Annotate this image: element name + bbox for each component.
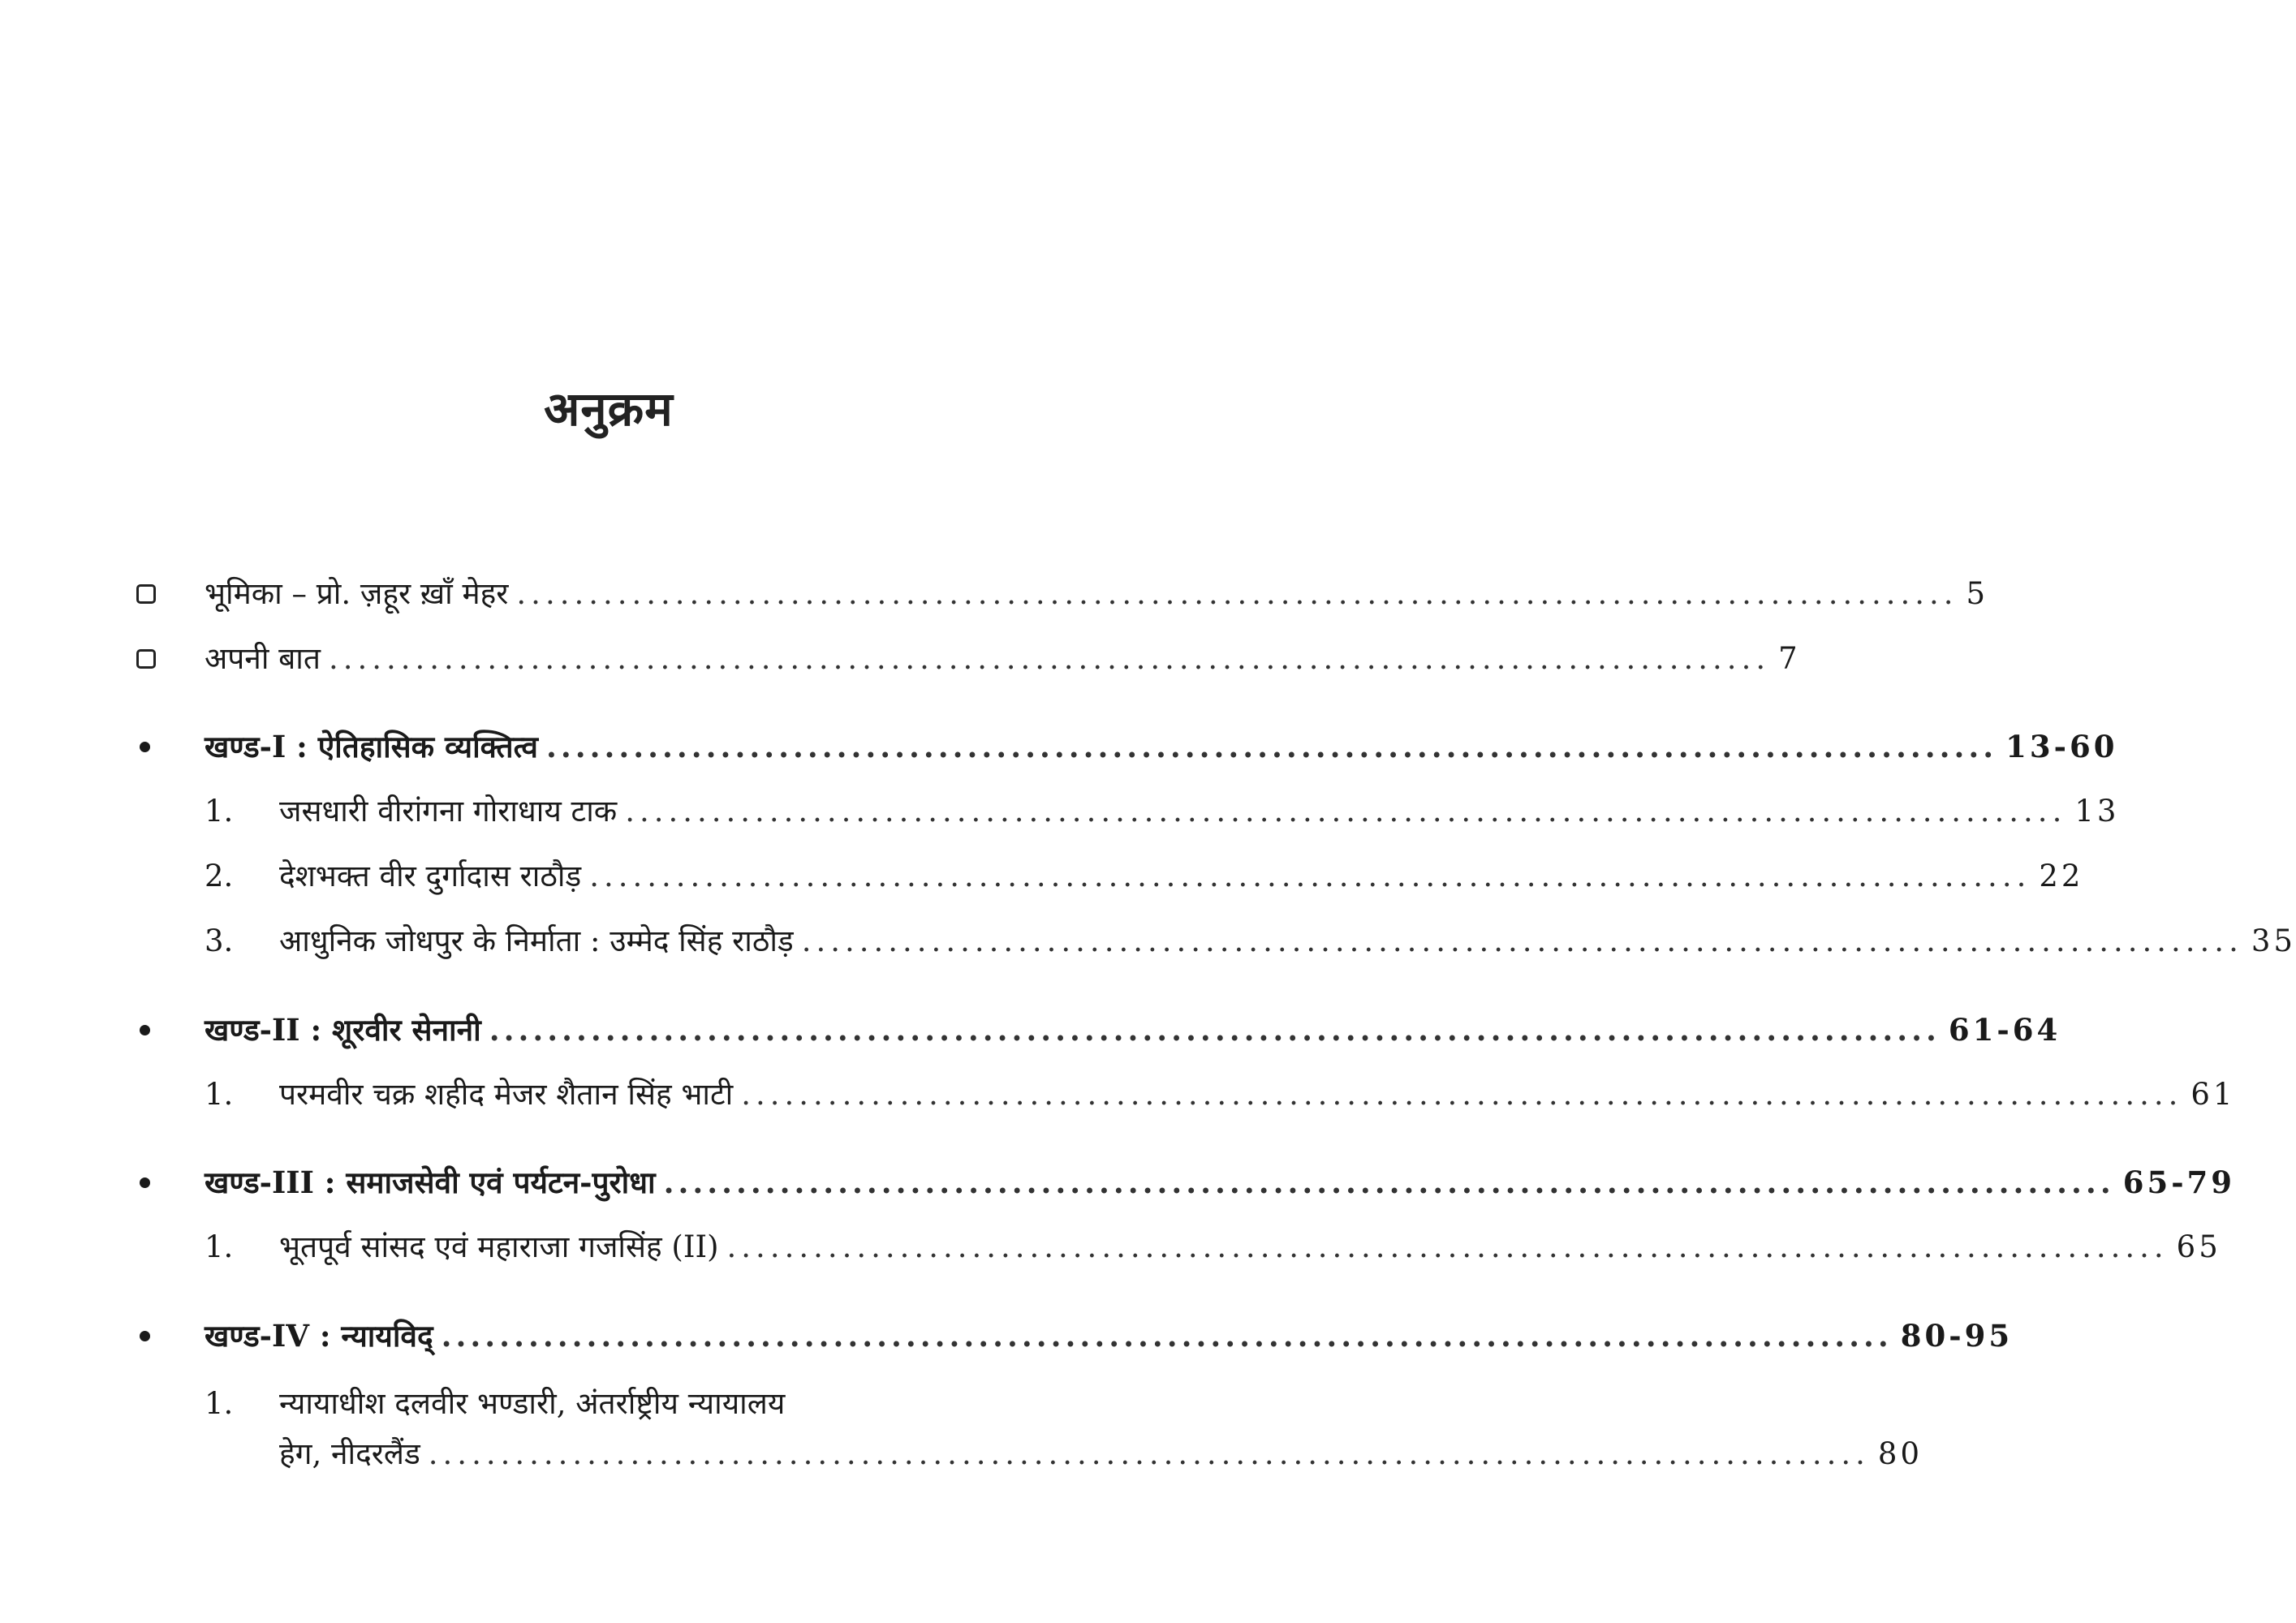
item-number: 1. (205, 1077, 234, 1112)
dot-leader: .................................................................................................... (625, 794, 2067, 829)
dot-leader: .................................................................................................... (489, 1012, 1941, 1048)
entry-page: 5 (1966, 576, 1989, 611)
entry-label: भूमिका – प्रो. ज़हूर ख़ाँ मेहर (205, 576, 509, 611)
section-label: खण्ड-I : ऐतिहासिक व्यक्तित्व (205, 729, 538, 764)
toc-item[interactable] (205, 1225, 2221, 1269)
item-page: 13 (2074, 794, 2120, 829)
item-number: 3. (205, 923, 234, 958)
dot-leader: .................................................................................................... (589, 859, 2031, 893)
toc-entry-author-note[interactable] (130, 637, 1801, 681)
item-label: देशभक्त वीर दुर्गादास राठौड़ (279, 859, 582, 893)
item-label: परमवीर चक्र शहीद मेजर शैतान सिंह भाटी (279, 1077, 734, 1112)
item-label-continued: हेग, नीदरलैंड (279, 1436, 420, 1471)
item-label: न्यायाधीश दलवीर भण्डारी, अंतर्राष्ट्रीय न्यायालय (279, 1386, 786, 1421)
toc-item[interactable] (205, 1382, 1055, 1426)
bullet-icon (130, 725, 205, 768)
item-page: 61 (2190, 1077, 2236, 1112)
item-number: 2. (205, 859, 234, 893)
item-page: 80 (1877, 1436, 1923, 1471)
bullet-icon (130, 1160, 205, 1204)
item-page: 65 (2176, 1229, 2221, 1264)
section-page-range: 13-60 (2005, 729, 2118, 764)
dot-leader: .................................................................................................... (663, 1165, 2115, 1200)
checkbox-icon (130, 637, 205, 681)
dot-leader: .................................................................................................... (328, 641, 1771, 676)
dot-leader: .................................................................................................... (545, 729, 1998, 764)
item-label: जसधारी वीरांगना गोराधाय टाक (279, 794, 618, 829)
section-page-range: 61-64 (1948, 1012, 2061, 1048)
toc-item[interactable] (205, 1073, 2236, 1117)
dot-leader: .................................................................................................... (801, 923, 2243, 958)
section-label: खण्ड-IV : न्यायविद् (205, 1318, 433, 1354)
toc-section-4[interactable] (130, 1314, 2014, 1358)
dot-leader: .................................................................................................... (441, 1318, 1893, 1354)
item-number: 1. (205, 1229, 234, 1264)
item-number: 1. (205, 794, 234, 829)
section-page-range: 80-95 (1900, 1318, 2014, 1354)
dot-leader: .................................................................................................... (428, 1436, 1870, 1471)
dot-leader: .................................................................................................... (516, 576, 1958, 611)
section-page-range: 65-79 (2122, 1165, 2236, 1200)
entry-page: 7 (1778, 641, 1801, 676)
item-page: 22 (2039, 859, 2084, 893)
item-label: भूतपूर्व सांसद एवं महाराजा गजसिंह (II) (279, 1229, 719, 1264)
page-title: अनुक्रम (544, 381, 674, 437)
entry-label: अपनी बात (205, 641, 321, 676)
toc-item[interactable] (205, 790, 2120, 833)
toc-item-continuation[interactable] (279, 1432, 1923, 1476)
section-label: खण्ड-III : समाजसेवी एवं पर्यटन-पुरोधा (205, 1165, 656, 1200)
item-label: आधुनिक जोधपुर के निर्माता : उम्मेद सिंह राठौड़ (279, 923, 794, 958)
item-page: 35 (2251, 923, 2296, 958)
toc-section-3[interactable] (130, 1160, 2236, 1204)
toc-section-1[interactable] (130, 725, 2118, 768)
item-number: 1. (205, 1386, 234, 1421)
dot-leader: .................................................................................................... (726, 1229, 2169, 1264)
toc-item[interactable] (205, 919, 2296, 963)
toc-item[interactable] (205, 855, 2084, 898)
dot-leader: .................................................................................................... (741, 1077, 2183, 1112)
checkbox-icon (130, 572, 205, 616)
section-label: खण्ड-II : शूरवीर सेनानी (205, 1012, 481, 1048)
toc-section-2[interactable] (130, 1008, 2061, 1052)
toc-entry-foreword[interactable] (130, 572, 1989, 616)
bullet-icon (130, 1008, 205, 1052)
bullet-icon (130, 1314, 205, 1358)
